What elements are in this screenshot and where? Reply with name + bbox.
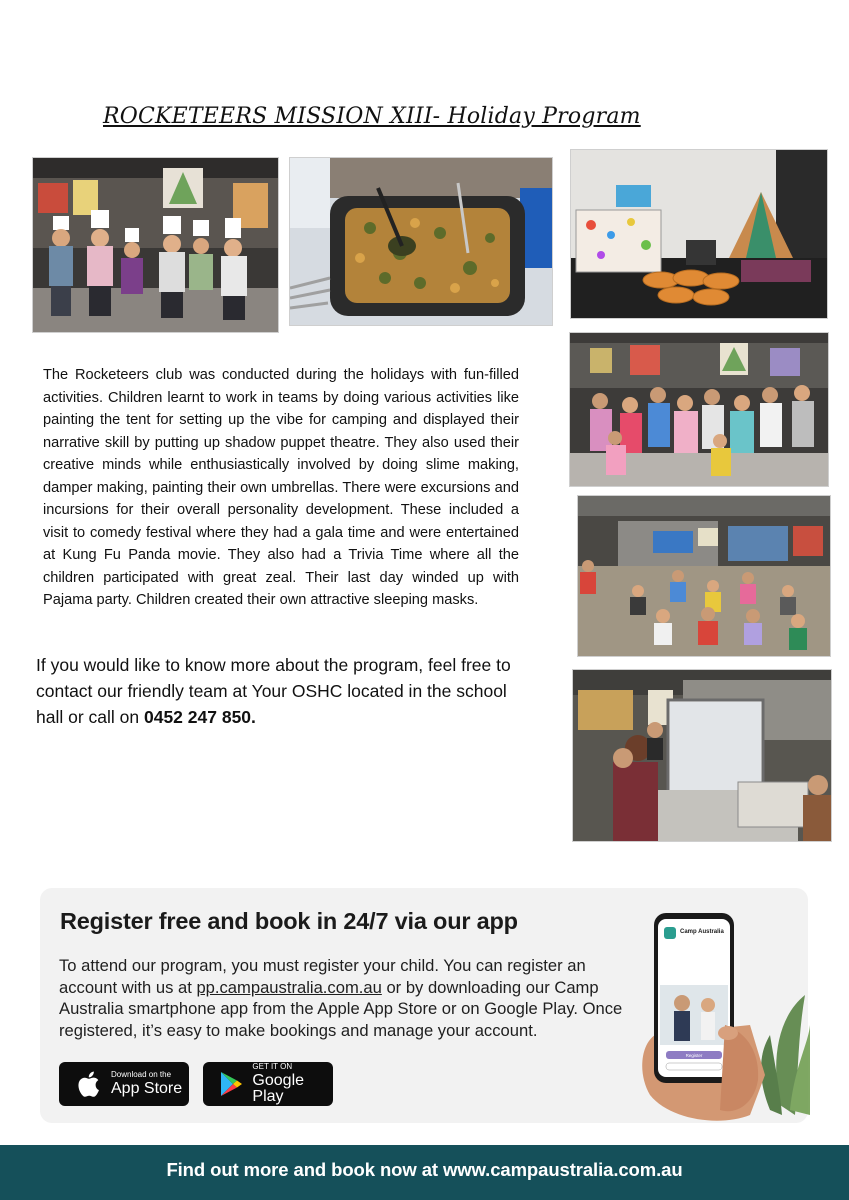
phone-illustration [630, 905, 810, 1125]
google-play-label: Google Play [252, 1072, 305, 1105]
apple-icon [71, 1067, 105, 1101]
contact-paragraph [36, 652, 536, 730]
phone-brand: Camp Australia [680, 929, 724, 935]
google-play-button[interactable] [203, 1062, 333, 1106]
photo-baked-dish [289, 157, 553, 326]
promo-text-before: To attend our program, you must register your child. You can register an account with us at [59, 956, 586, 997]
photo-pajama-party [569, 332, 829, 487]
app-store-button[interactable] [59, 1062, 189, 1106]
google-play-icon [215, 1067, 246, 1101]
phone-register-button: Register [685, 1053, 703, 1058]
promo-text-after: or by downloading our Camp Australia smartphone app from the Apple App Store or on Google Play. Once registered, it’s easy to make bookings and manage your account. [59, 977, 623, 1040]
photo-chef-hats [32, 157, 279, 333]
promo-text [59, 955, 627, 1041]
promo-title: Register free and book in 24/7 via our app [60, 908, 518, 934]
app-store-label: App Store [111, 1080, 183, 1097]
google-play-small-label: GET IT ON [252, 1062, 293, 1071]
page-title: ROCKETEERS MISSION XIII- Holiday Program [103, 104, 641, 129]
photo-hall-activity [577, 495, 831, 657]
app-store-small-label: Download on the [111, 1070, 172, 1079]
photo-craft-table [570, 149, 828, 319]
register-link[interactable]: pp.campaustralia.com.au [196, 977, 382, 997]
contact-phone[interactable]: 0452 247 850. [143, 707, 256, 727]
program-description: The Rocketeers club was conducted during the holidays with fun-filled activities. Children learnt to work in teams by doing various activities like painting the tent for setting up the vibe for camping and displayed their narrative skill by putting up shadow puppet theatre. They also used their creative minds while enthusiastically involved by doing slime making, damper making, painting their own umbrellas. There were excursions and incursions for their overall personality development. These included a visit to comedy festival where they had a gala time and were entertained at Kung Fu Panda movie. They also had a Trivia Time where all the children participated with great zeal. Their last day winded up with Pajama party. Children created their own attractive sleeping masks. [43, 367, 519, 608]
photo-shadow-puppet [572, 669, 832, 842]
footer-text[interactable]: Find out more and book now at www.campaustralia.com.au [166, 1159, 683, 1180]
contact-text: If you would like to know more about the program, feel free to contact our friendly team at Your OSHC located in the school hall or call on [36, 655, 511, 727]
